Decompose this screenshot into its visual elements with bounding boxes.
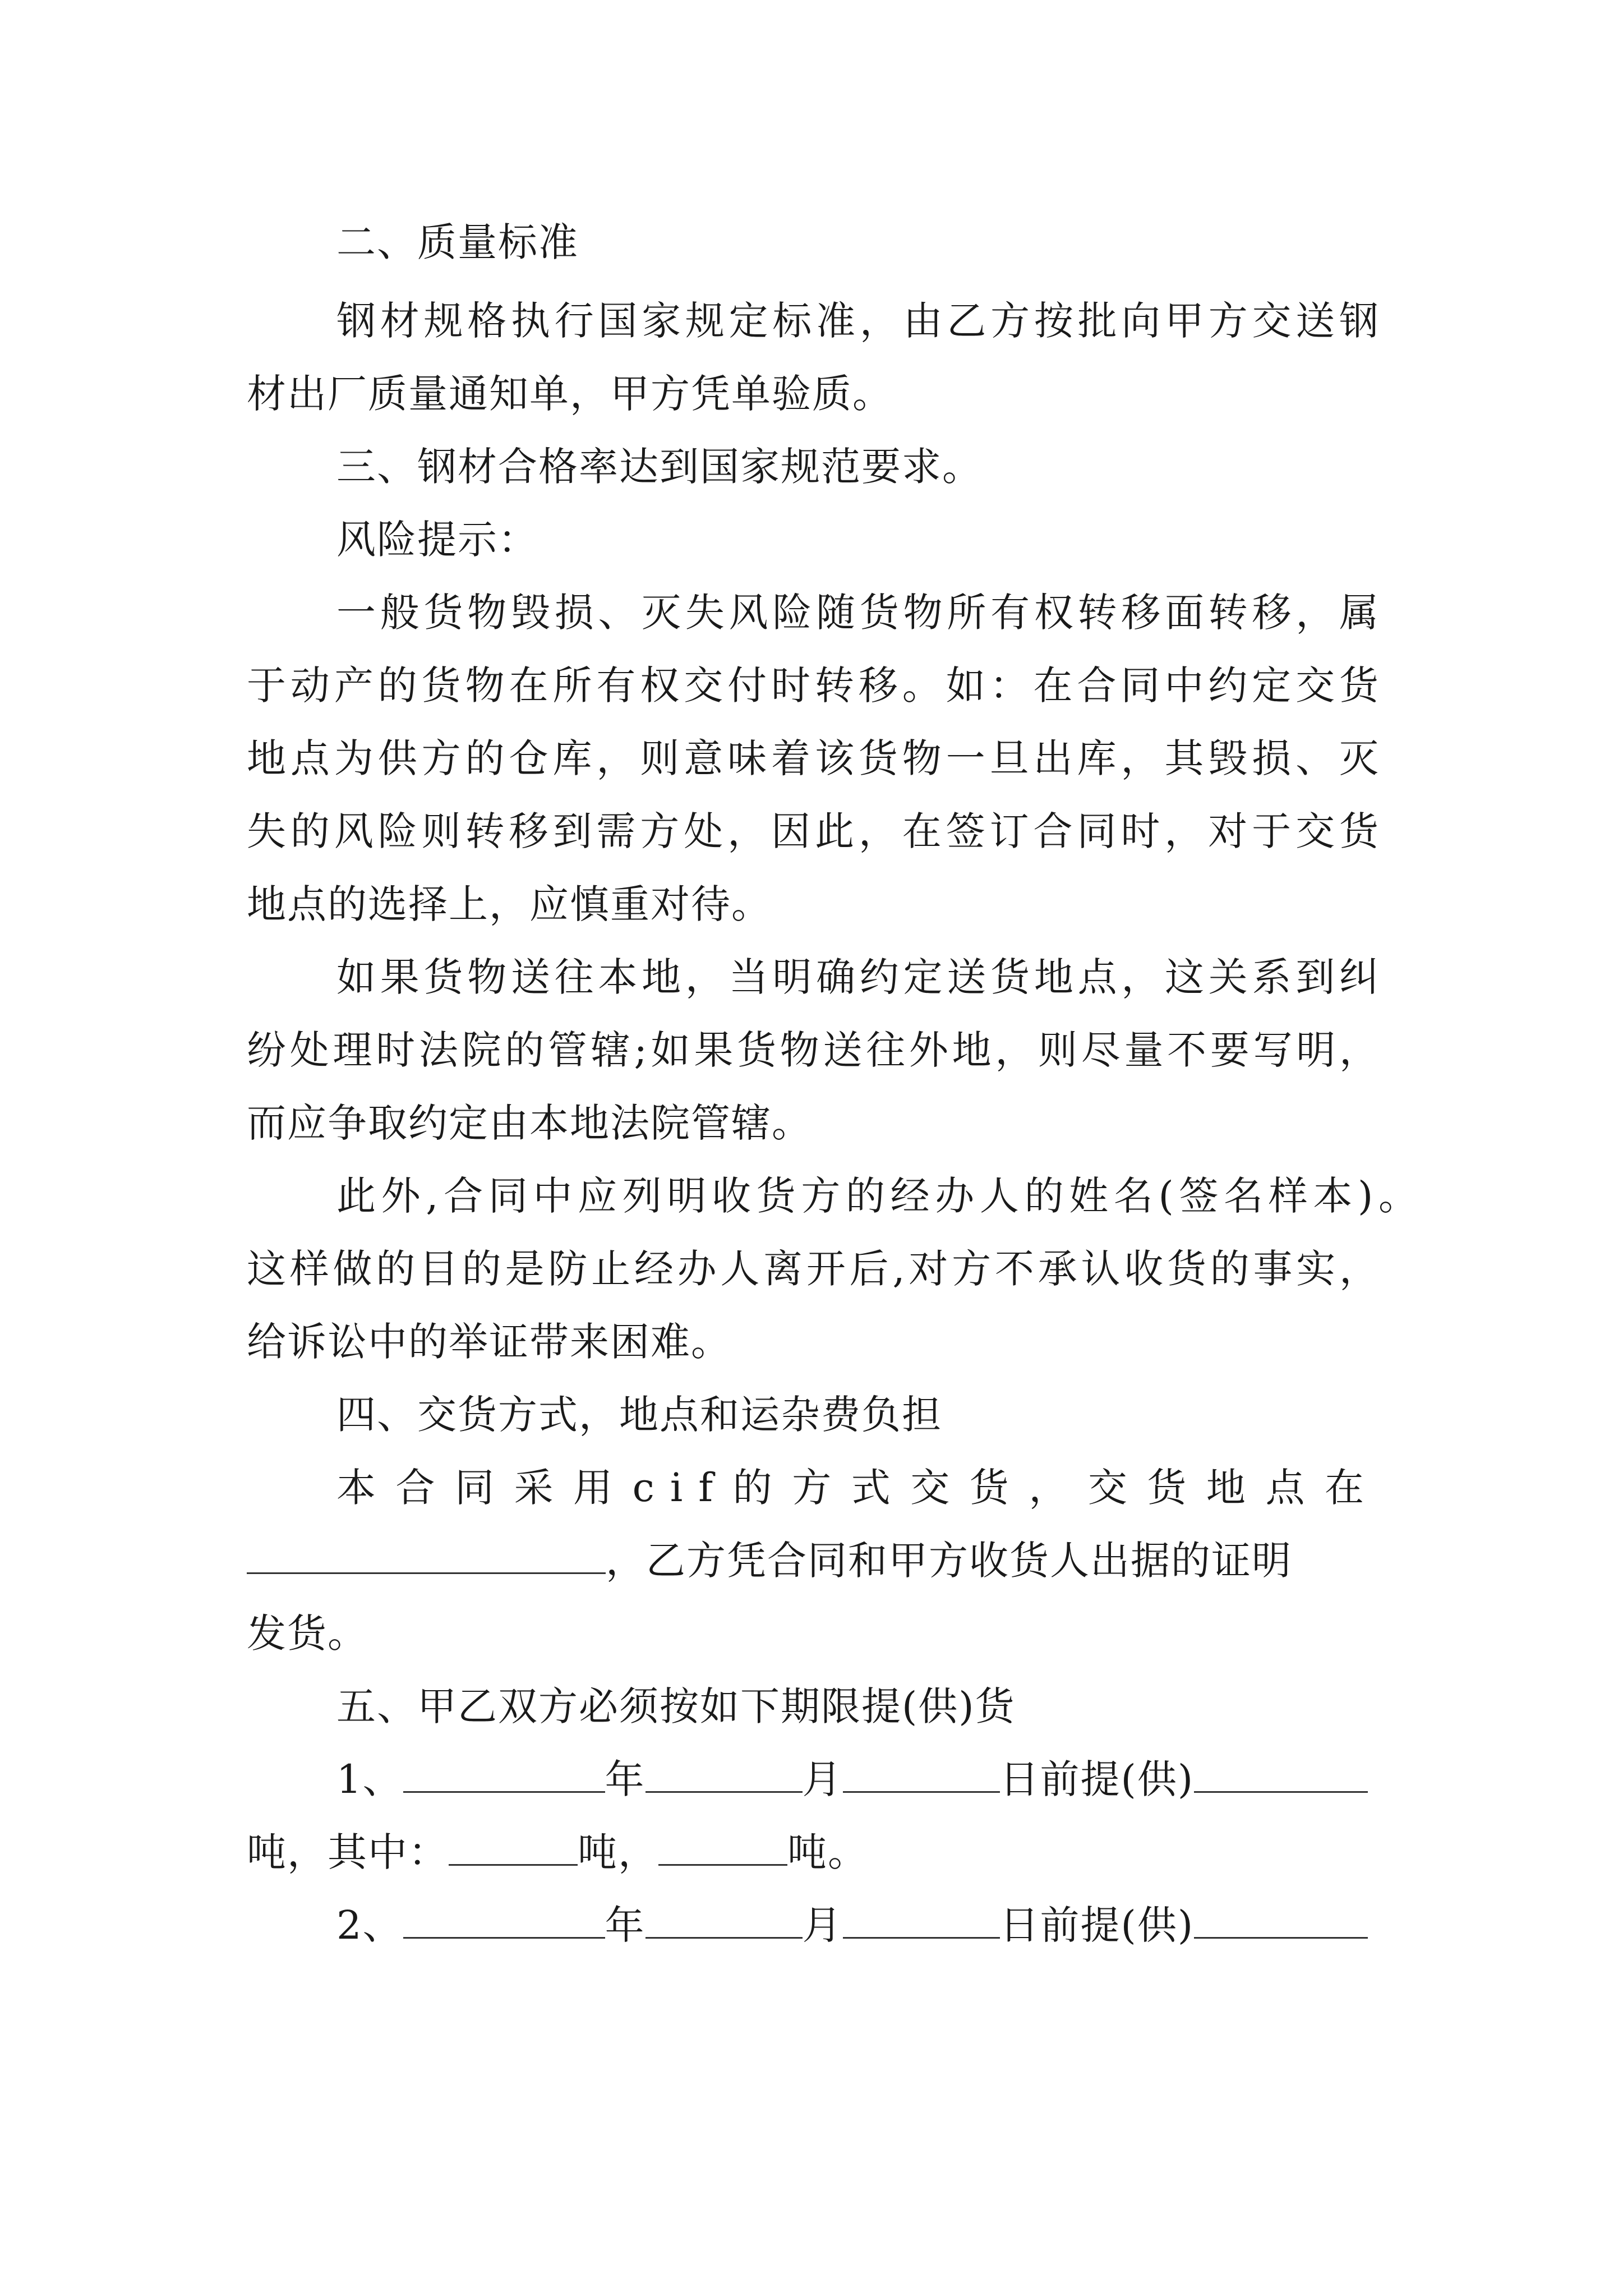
paragraph-line: 材出厂质量通知单，甲方凭单验质。: [247, 371, 893, 417]
day-blank[interactable]: [843, 1756, 1000, 1793]
delivery-location-text: ，乙方凭合同和甲方收货人出据的证明: [606, 1538, 1292, 1584]
paragraph-line: 给诉讼中的举证带来困难。: [247, 1319, 731, 1365]
day-deliver-label: 日前提(供): [999, 1756, 1195, 1802]
section-heading-quality: 二、质量标准: [336, 219, 579, 265]
schedule-item-number: 1、: [336, 1756, 403, 1802]
paragraph-line: 此外,合同中应列明收货方的经办人的姓名(签名样本)。: [336, 1173, 1419, 1219]
paragraph-line: 如果货物送往本地，当明确约定送货地点，这关系到纠: [336, 954, 1380, 1000]
paragraph-line: 失的风险则转移到需方处，因此，在签订合同时，对于交货: [247, 808, 1380, 854]
paragraph-line: 本合同采用cif的方式交货，交货地点在: [336, 1465, 1380, 1511]
ton-blank-a[interactable]: [449, 1829, 578, 1866]
quantity-blank[interactable]: [1194, 1902, 1368, 1939]
schedule-item-1: [336, 1751, 1380, 1807]
year-label: 年: [605, 1902, 645, 1948]
paragraph-line: 这样做的目的是防止经办人离开后,对方不承认收货的事实，: [247, 1246, 1380, 1292]
schedule-item-2: [336, 1897, 1380, 1953]
quantity-blank[interactable]: [1194, 1756, 1368, 1793]
section-heading-schedule: 五、甲乙双方必须按如下期限提(供)货: [336, 1683, 1016, 1729]
ton-prefix-label: 吨，其中：: [247, 1829, 449, 1875]
year-label: 年: [605, 1756, 645, 1802]
section-heading-delivery: 四、交货方式，地点和运杂费负担: [336, 1392, 942, 1438]
paragraph-line: 钢材规格执行国家规定标准，由乙方按批向甲方交送钢: [336, 298, 1380, 344]
month-label: 月: [802, 1902, 843, 1948]
ton-blank-b[interactable]: [658, 1829, 787, 1866]
paragraph-line: 发货。: [247, 1611, 368, 1657]
day-deliver-label: 日前提(供): [999, 1902, 1195, 1948]
year-blank[interactable]: [403, 1902, 605, 1939]
month-label: 月: [802, 1756, 843, 1802]
delivery-location-line: [247, 1533, 1380, 1589]
schedule-item-1-tons: [247, 1824, 1380, 1880]
year-blank[interactable]: [403, 1756, 605, 1793]
paragraph-line: 于动产的货物在所有权交付时转移。如：在合同中约定交货: [247, 662, 1380, 708]
month-blank[interactable]: [645, 1756, 803, 1793]
delivery-location-blank[interactable]: [247, 1538, 606, 1574]
ton-mid-label: 吨，: [578, 1829, 658, 1875]
month-blank[interactable]: [645, 1902, 803, 1939]
paragraph-line: 地点为供方的仓库，则意味着该货物一旦出库，其毁损、灭: [247, 735, 1380, 781]
paragraph-line: 纷处理时法院的管辖;如果货物送往外地，则尽量不要写明，: [247, 1027, 1380, 1073]
schedule-item-number: 2、: [336, 1902, 403, 1948]
section-heading-pass-rate: 三、钢材合格率达到国家规范要求。: [336, 444, 983, 490]
paragraph-line: 地点的选择上，应慎重对待。: [247, 881, 772, 927]
ton-end-label: 吨。: [787, 1829, 868, 1875]
paragraph-line: 一般货物毁损、灭失风险随货物所有权转移面转移，属: [336, 590, 1380, 636]
paragraph-line: 而应争取约定由本地法院管辖。: [247, 1100, 812, 1146]
risk-heading: 风险提示：: [336, 517, 538, 563]
day-blank[interactable]: [843, 1902, 1000, 1939]
